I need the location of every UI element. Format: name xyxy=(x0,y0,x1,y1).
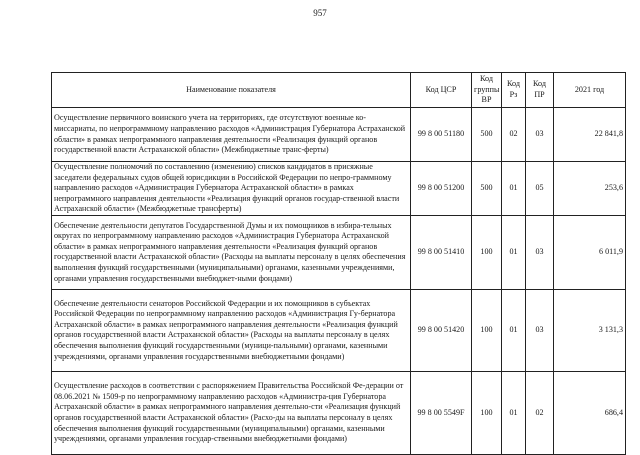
row-vr: 100 xyxy=(472,371,502,454)
table-row xyxy=(52,108,626,162)
row-amount: 253,6 xyxy=(554,162,626,216)
header-pr: Код ПР xyxy=(526,73,554,108)
row-amount: 3 131,3 xyxy=(554,289,626,371)
table-row xyxy=(52,215,626,289)
row-name: Обеспечение деятельности сенаторов Российской Федерации и их помощников в субъектах Российской Федерации по непрограммному направлению расходов «Администрация Гу-бернатора Астраханской области» в рамках непрограммного направления деятельности «Реализация функций органов государственной власти Астраханской области» (Расходы на выплаты персоналу в целях обеспечения выполнения функций государственными (муници-пальными) органами, казенными учреждениями, органами управления государственными внебюджетными фондами) xyxy=(52,289,411,371)
row-vr: 500 xyxy=(472,162,502,216)
header-year: 2021 год xyxy=(554,73,626,108)
row-name: Осуществление расходов в соответствии с распоряжением Правительства Российской Фе-дерации от 08.06.2021 № 1509-р по непрограммному направлению расходов «Администра-ция Губернатора Астраханской области» в рамках непрограммного направления деятельно-сти «Реализация функций органов государственной власти Астраханской области» (Расхо-ды на выплаты персоналу в целях обеспечения выполнения функций государственными (муниципальными) органами, казенными учреждениями, органами управления государ-ственными внебюджетными фондами) xyxy=(52,371,411,454)
row-vr: 100 xyxy=(472,289,502,371)
row-rz: 02 xyxy=(502,108,526,162)
row-pr: 02 xyxy=(526,371,554,454)
row-csr: 99 8 00 51180 xyxy=(411,108,472,162)
row-rz: 01 xyxy=(502,371,526,454)
row-name: Обеспечение деятельности депутатов Государственной Думы и их помощников в избира-тельных округах по непрограммному направлению расходов «Администрация Губернатора Астраханской области» в рамках непрограммного направления деятельности «Реализация функций органов государственной власти Астраханской области» (Расходы на выплаты персоналу в целях обеспечения выполнения функций государственными (муниципальными) органами, казенными учреждениями, органами управления государственными внебюджет-ными фондами) xyxy=(52,215,411,289)
header-rz: Код Рз xyxy=(502,73,526,108)
row-csr: 99 8 00 51420 xyxy=(411,289,472,371)
budget-table xyxy=(51,72,626,455)
row-rz: 01 xyxy=(502,162,526,216)
table-header-row xyxy=(52,73,626,108)
row-csr: 99 8 00 5549F xyxy=(411,371,472,454)
table-row xyxy=(52,289,626,371)
row-csr: 99 8 00 51200 xyxy=(411,162,472,216)
row-rz: 01 xyxy=(502,215,526,289)
table-row xyxy=(52,162,626,216)
row-pr: 03 xyxy=(526,108,554,162)
header-csr: Код ЦСР xyxy=(411,73,472,108)
header-vr: Код группы ВР xyxy=(472,73,502,108)
row-amount: 22 841,8 xyxy=(554,108,626,162)
row-amount: 686,4 xyxy=(554,371,626,454)
row-name: Осуществление первичного воинского учета на территориях, где отсутствуют военные ко-миссариаты, по непрограммному направлению расходов «Администрация Губернатора Астраханской области» в рамках непрограммного направления деятельности «Реализация функций органов государственной власти Астраханской области» (Межбюджетные транс-ферты) xyxy=(52,108,411,162)
row-pr: 05 xyxy=(526,162,554,216)
header-name: Наименование показателя xyxy=(52,73,411,108)
row-pr: 03 xyxy=(526,289,554,371)
row-pr: 03 xyxy=(526,215,554,289)
row-rz: 01 xyxy=(502,289,526,371)
row-amount: 6 011,9 xyxy=(554,215,626,289)
row-csr: 99 8 00 51410 xyxy=(411,215,472,289)
row-vr: 500 xyxy=(472,108,502,162)
row-name: Осуществление полномочий по составлению (изменению) списков кандидатов в присяжные заседатели федеральных судов общей юрисдикции в Российской Федерации по непро-граммному направлению расходов «Администрация Губернатора Астраханской области» в рамках непрограммного направления деятельности «Реализация функций органов государ-ственной власти Астраханской области» (Межбюджетные трансферты) xyxy=(52,162,411,216)
table-row xyxy=(52,371,626,454)
page-number: 957 xyxy=(313,8,327,18)
row-vr: 100 xyxy=(472,215,502,289)
